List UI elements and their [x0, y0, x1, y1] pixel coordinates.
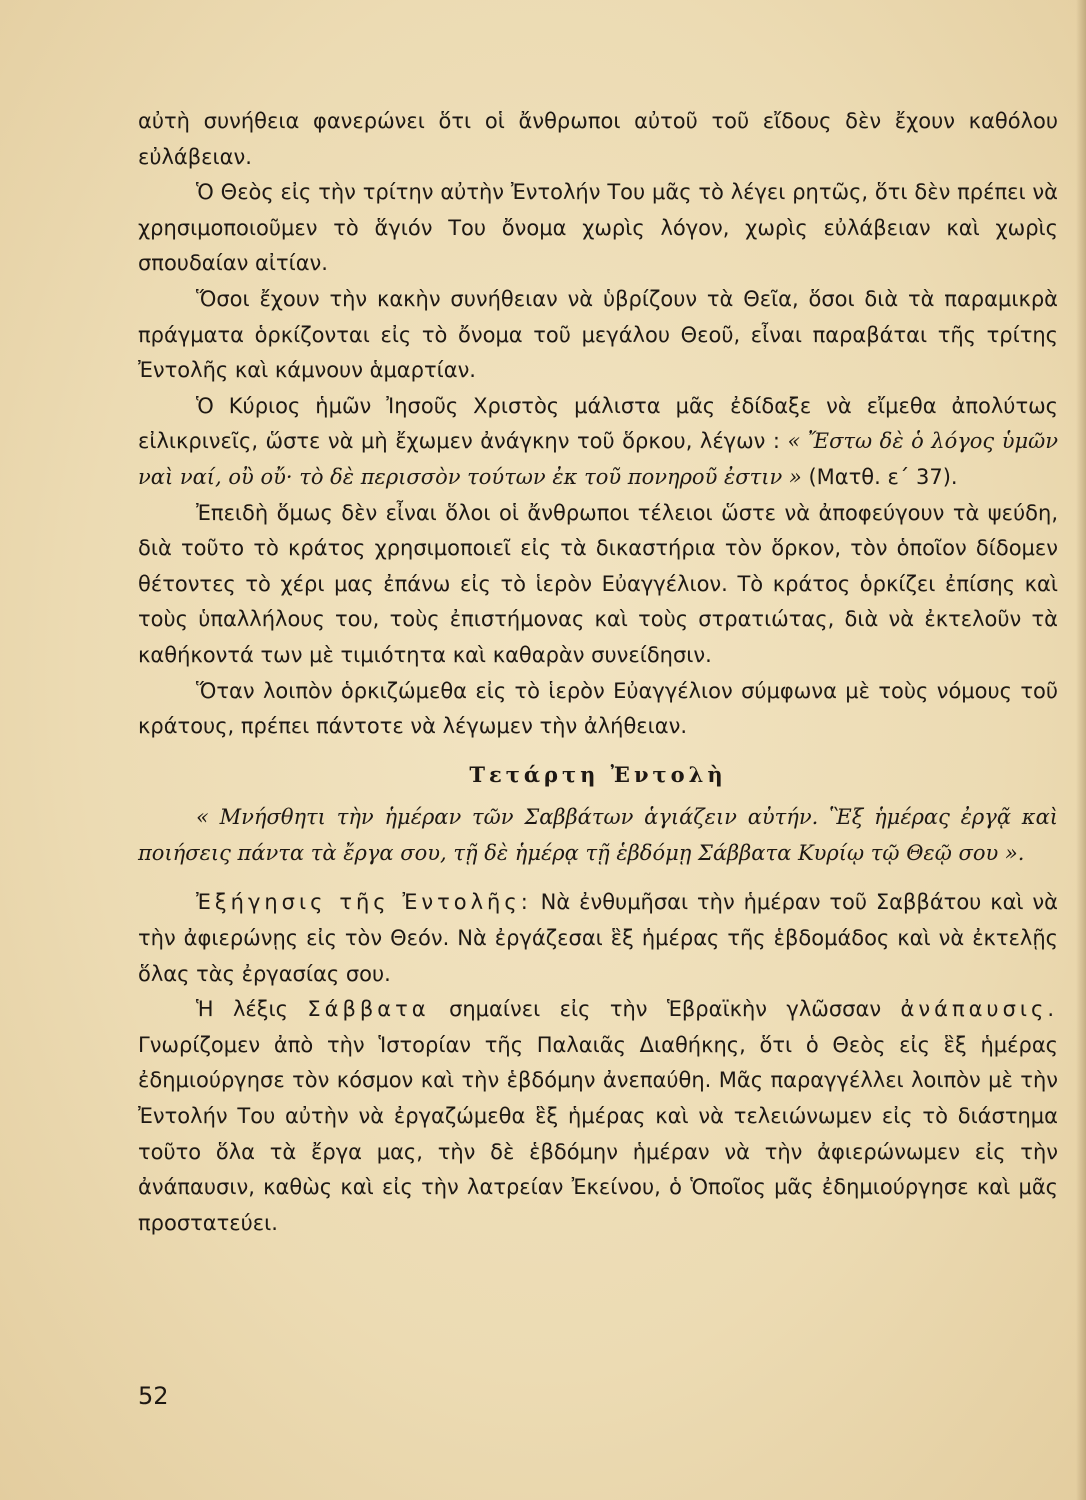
lexis-rest: Γνωρίζομεν ἀπὸ τὴν Ἱστορίαν τῆς Παλαιᾶς Διαθήκης, ὅτι ὁ Θεὸς εἰς ἓξ ἡμέρας ἐδημιούργησε τὸν κόσμον καὶ τὴν ἑβδόμην ἀνεπαύθη. Μᾶς παραγγέλλει λοιπὸν μὲ τὴν Ἐντολήν Του αὐτὴν νὰ ἐργαζώμεθα ἓξ ἡμέρας καὶ νὰ τελειώνωμεν εἰς τὸ διάστημα τοῦτο ὅλα τὰ ἔργα μας, τὴν δὲ ἑβδόμην ἡμέραν νὰ τὴν ἀφιερώνωμεν εἰς τὴν ἀνάπαυσιν, καθὼς καὶ εἰς τὴν λατρείαν Ἐκείνου, ὁ Ὁποῖος μᾶς ἐδημιούργησε καὶ μᾶς προστατεύει. — [138, 1032, 1058, 1235]
section-heading: Τετάρτη Ἐντολὴ — [469, 761, 727, 787]
explanation-label: Ἐξήγησις τῆς Ἐντολῆς: — [196, 890, 532, 915]
christ-teaching-text: Ὁ Κύριος ἡμῶν Ἰησοῦς Χριστὸς μάλιστα μᾶς ἐδίδαξε νὰ εἴμεθα ἀπολύτως εἰλικρινεῖς, ὥστε νὰ μὴ ἔχωμεν ἀνάγκην τοῦ ὅρκου, λέγων : — [138, 393, 1058, 454]
lexis-word: Σάββατα — [307, 997, 430, 1022]
scripture-reference: (Ματθ. ε΄ 37). — [808, 464, 958, 489]
scripture-quote: « Ἔστω δὲ ὁ λόγος ὑμῶν ναὶ ναί, οὒ οὔ· τὸ δὲ περισσὸν τούτων ἐκ τοῦ πονηροῦ ἐστιν » — [138, 429, 1058, 489]
lexis-meaning: ἀνάπαυσις. — [900, 997, 1058, 1022]
page-edge-shadow — [1076, 0, 1086, 1500]
paragraph-continuation: αὐτὴ συνήθεια φανερώνει ὅτι οἱ ἄνθρωποι αὐτοῦ τοῦ εἴδους δὲν ἔχουν καθόλου εὐλάβειαν. — [138, 109, 1058, 169]
lexis-mid: σημαίνει εἰς τὴν Ἑβραϊκὴν γλῶσσαν — [449, 997, 882, 1022]
paragraph-third-commandment-explanation: Ὁ Θεὸς εἰς τὴν τρίτην αὐτὴν Ἐντολήν Του μᾶς τὸ λέγει ρητῶς, ὅτι δὲν πρέπει νὰ χρησιμοποιοῦμεν τὸ ἅγιόν Του ὄνομα χωρὶς λόγον, χωρὶς εὐλάβειαν καὶ χωρὶς σπουδαίαν αἰτίαν. — [138, 180, 1058, 276]
page-number: 52 — [138, 1382, 169, 1410]
paragraph-explanation — [138, 885, 1058, 992]
paragraph-christ-teaching — [138, 389, 1058, 496]
paragraph-tell-truth: Ὅταν λοιπὸν ὁρκιζώμεθα εἰς τὸ ἱερὸν Εὐαγγέλιον σύμφωνα μὲ τοὺς νόμους τοῦ κράτους, πρέπει πάντοτε νὰ λέγωμεν τὴν ἀλήθειαν. — [138, 678, 1058, 739]
fourth-commandment-quote: « Μνήσθητι τὴν ἡμέραν τῶν Σαββάτων ἁγιάζειν αὐτήν. Ἓξ ἡμέρας ἐργᾷ καὶ ποιήσεις πάντα τὰ ἔργα σου, τῇ δὲ ἡμέρᾳ τῇ ἑβδόμῃ Σάββατα Κυρίῳ τῷ Θεῷ σου ». — [138, 805, 1058, 865]
explanation-text: Νὰ ἐνθυμῆσαι τὴν ἡμέραν τοῦ Σαββάτου καὶ νὰ τὴν ἀφιερώνῃς εἰς τὸν Θεόν. Νὰ ἐργάζεσαι ἓξ ἡμέρας τῆς ἑβδομάδος καὶ νὰ ἐκτελῇς ὅλας τὰς ἐργασίας σου. — [138, 890, 1058, 986]
lexis-start: Ἡ λέξις — [196, 997, 288, 1022]
page-body — [138, 104, 1058, 1241]
paragraph-offenders: Ὅσοι ἔχουν τὴν κακὴν συνήθειαν νὰ ὑβρίζουν τὰ Θεῖα, ὅσοι διὰ τὰ παραμικρὰ πράγματα ὁρκίζονται εἰς τὸ ὄνομα τοῦ μεγάλου Θεοῦ, εἶναι παραβάται τῆς τρίτης Ἐντολῆς καὶ κάμνουν ἁμαρτίαν. — [138, 286, 1058, 383]
paragraph-state-oath: Ἐπειδὴ ὅμως δὲν εἶναι ὅλοι οἱ ἄνθρωποι τέλειοι ὥστε νὰ ἀποφεύγουν τὰ ψεύδη, διὰ τοῦτο τὸ κράτος χρησιμοποιεῖ εἰς τὰ δικαστήρια τὸν ὅρκον, τὸν ὁποῖον δίδομεν θέτοντες τὸ χέρι μας ἐπάνω εἰς τὸ ἱερὸν Εὐαγγέλιον. Τὸ κράτος ὁρκίζει ἐπίσης καὶ τοὺς ὑπαλλήλους του, τοὺς ἐπιστήμονας καὶ τοὺς στρατιώτας, διὰ νὰ ἐκτελοῦν τὰ καθήκοντά των μὲ τιμιότητα καὶ καθαρὰν συνείδησιν. — [138, 500, 1058, 667]
paragraph-sabbath-meaning — [138, 992, 1058, 1241]
